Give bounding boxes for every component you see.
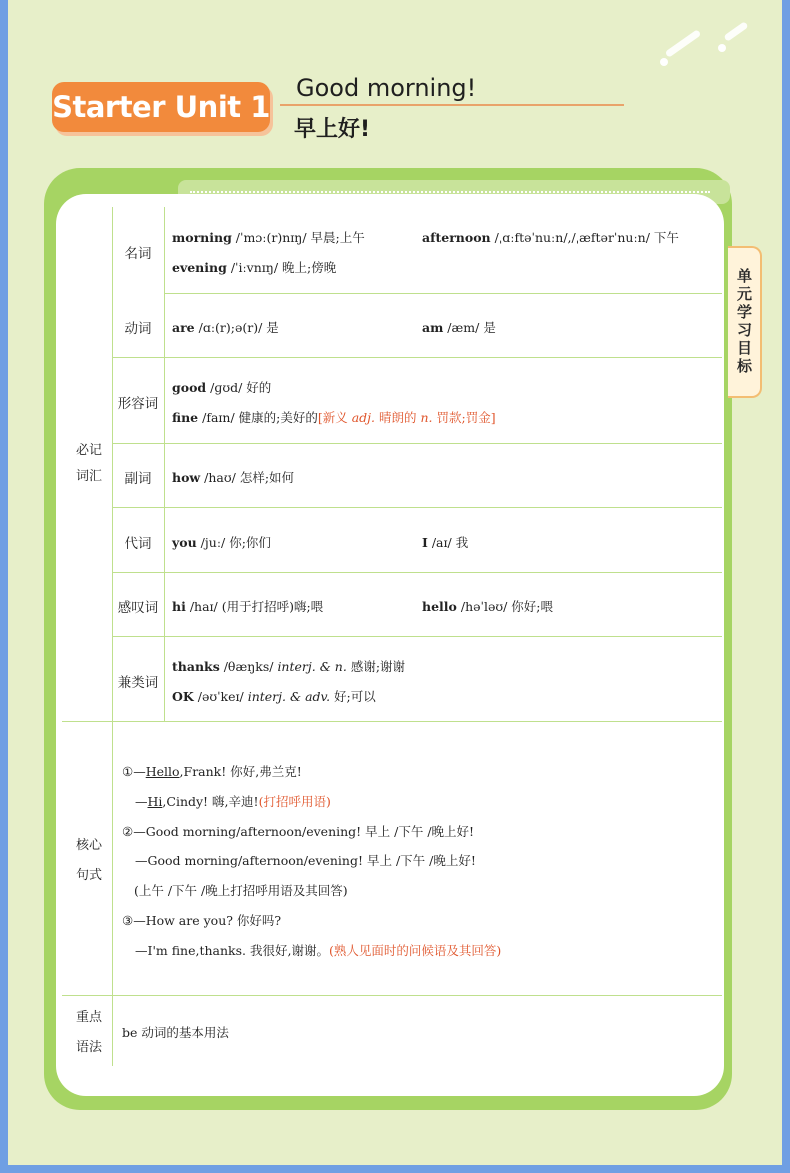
vocab-word: how xyxy=(172,470,201,485)
vocab-meaning: 感谢;谢谢 xyxy=(346,659,406,674)
vocab-word: hi xyxy=(172,599,186,614)
vocab-phonetic: /aɪ/ xyxy=(427,535,456,550)
sentence-note: (熟人见面时的问候语及其回答) xyxy=(328,943,502,958)
vocab-entry xyxy=(422,228,679,246)
vocab-entry xyxy=(422,533,468,551)
pos-label-interjection: 感叹词 xyxy=(117,600,159,616)
new-meaning-note xyxy=(318,410,496,425)
vocab-word: hello xyxy=(422,599,457,614)
vocab-phonetic: /juː/ xyxy=(196,535,230,550)
category-vocab-line2: 词汇 xyxy=(75,469,102,484)
grid-line xyxy=(112,507,722,508)
vocab-word: evening xyxy=(172,260,227,275)
vocab-pos-tag: interj. & adv. xyxy=(247,689,331,704)
pos-label-adverb: 副词 xyxy=(124,471,152,487)
sentence-line: ③—How are you? 你好吗? xyxy=(122,913,282,928)
vocab-phonetic: /ˈiːvnɪŋ/ xyxy=(226,260,283,275)
vocab-phonetic: /ˈmɔː(r)nɪŋ/ xyxy=(231,230,311,245)
grammar-text: be 动词的基本用法 xyxy=(122,1025,229,1040)
note-text: [新义 xyxy=(317,410,352,425)
vocab-word: I xyxy=(422,535,428,550)
vocab-phonetic: /əʊˈkeɪ/ xyxy=(193,689,248,704)
vocab-pos-tag: interj. & n. xyxy=(277,659,347,674)
vocab-meaning: 健康的;美好的 xyxy=(238,410,318,425)
pos-label-pronoun: 代词 xyxy=(124,536,152,552)
vocab-word: am xyxy=(422,320,444,335)
vocab-entry xyxy=(172,657,405,675)
grid-line xyxy=(112,721,113,1066)
vocab-phonetic: /ɑː(r);ə(r)/ xyxy=(194,320,267,335)
grid-line xyxy=(112,636,722,637)
sentence-dash: — xyxy=(135,794,148,809)
vocab-meaning: 早晨;上午 xyxy=(310,230,365,245)
sentence-line: —Good morning/afternoon/evening! 早上 /下午 /晚上好! xyxy=(135,853,476,868)
vocab-entry xyxy=(172,687,376,705)
vocab-meaning: 下午 xyxy=(653,230,679,245)
category-grammar xyxy=(66,1003,112,1063)
grid-line xyxy=(112,207,113,721)
category-sentences xyxy=(66,831,112,891)
vocab-word: thanks xyxy=(172,659,220,674)
sentence-text: ,Cindy! 嗨,辛迪! xyxy=(162,794,259,809)
sentence-keyword: Hello xyxy=(145,764,180,779)
vocab-word: you xyxy=(172,535,197,550)
grid-line xyxy=(164,293,722,294)
vocab-entry xyxy=(172,318,279,336)
sentence-keyword: Hi xyxy=(147,794,163,809)
pos-label-verb: 动词 xyxy=(124,321,152,337)
note-pos: adj. xyxy=(351,410,376,425)
vocab-phonetic: /ɡʊd/ xyxy=(206,380,247,395)
category-sentences-line2: 句式 xyxy=(75,868,102,883)
note-pos: n. xyxy=(420,410,433,425)
sparkle-dot xyxy=(718,44,726,52)
vocab-entry xyxy=(422,597,553,615)
sentence-number: ①— xyxy=(122,764,146,779)
sentence-line xyxy=(135,792,331,810)
grid-line xyxy=(112,357,722,358)
title-underline xyxy=(280,104,624,106)
vocab-phonetic: /həˈləʊ/ xyxy=(456,599,512,614)
title-english: Good morning! xyxy=(296,74,477,102)
vocab-phonetic: /ˌɑːftəˈnuːn/,/ˌæftərˈnuːn/ xyxy=(490,230,654,245)
category-grammar-line2: 语法 xyxy=(75,1040,102,1055)
sentence-note: (上午 /下午 /晚上打招呼用语及其回答) xyxy=(134,883,348,898)
title-chinese: 早上好! xyxy=(294,117,371,142)
vocab-meaning: 你好;喂 xyxy=(511,599,554,614)
note-text: 晴朗的 xyxy=(375,410,421,425)
category-vocab-line1: 必记 xyxy=(75,443,102,458)
vocab-entry xyxy=(172,258,336,276)
vocab-phonetic: /haɪ/ xyxy=(185,599,222,614)
sentence-line xyxy=(122,762,302,780)
sentence-line xyxy=(135,941,501,959)
board-tab-stitch xyxy=(190,191,710,193)
vocab-word: good xyxy=(172,380,207,395)
vocab-entry xyxy=(172,408,496,426)
vocab-meaning: 是 xyxy=(483,320,496,335)
vocab-meaning: 好的 xyxy=(246,380,272,395)
vocab-meaning: 是 xyxy=(266,320,279,335)
vocab-word: OK xyxy=(172,689,194,704)
unit-badge: Starter Unit 1 xyxy=(52,82,270,132)
vocab-meaning: 好;可以 xyxy=(330,689,376,704)
note-text: 罚款;罚金] xyxy=(432,410,496,425)
category-grammar-line1: 重点 xyxy=(75,1010,102,1025)
sparkle-decoration xyxy=(665,29,702,58)
grid-line xyxy=(112,443,722,444)
sentence-text: —I'm fine,thanks. 我很好,谢谢。 xyxy=(135,943,329,958)
vocab-phonetic: /θæŋks/ xyxy=(219,659,278,674)
pos-label-adjective: 形容词 xyxy=(117,396,159,412)
vocab-entry xyxy=(422,318,496,336)
category-vocab xyxy=(66,438,112,490)
vocab-word: afternoon xyxy=(422,230,491,245)
grid-line xyxy=(112,572,722,573)
sentence-note: (打招呼用语) xyxy=(258,794,331,809)
vocab-word: fine xyxy=(172,410,199,425)
pos-label-multi-class: 兼类词 xyxy=(117,675,159,691)
vocab-meaning: 怎样;如何 xyxy=(239,470,295,485)
vocab-entry xyxy=(172,533,271,551)
sentence-line: ②—Good morning/afternoon/evening! 早上 /下午 /晚上好! xyxy=(122,824,475,839)
side-tab-learning-goals: 单元学习目标 xyxy=(728,246,762,398)
grid-line xyxy=(62,721,722,722)
vocab-meaning: 晚上;傍晚 xyxy=(282,260,337,275)
vocab-entry xyxy=(172,597,323,615)
vocab-phonetic: /faɪn/ xyxy=(198,410,239,425)
sparkle-decoration xyxy=(723,21,748,42)
vocab-entry xyxy=(172,228,365,246)
vocab-meaning: (用于打招呼)嗨;喂 xyxy=(221,599,324,614)
vocab-phonetic: /haʊ/ xyxy=(200,470,240,485)
category-sentences-line1: 核心 xyxy=(75,838,102,853)
sentence-text: ,Frank! 你好,弗兰克! xyxy=(179,764,302,779)
sparkle-dot xyxy=(660,58,668,66)
vocab-entry xyxy=(172,468,294,486)
vocab-word: are xyxy=(172,320,195,335)
pos-label-noun: 名词 xyxy=(124,246,152,262)
vocab-meaning: 我 xyxy=(455,535,469,550)
vocab-word: morning xyxy=(172,230,232,245)
vocab-phonetic: /æm/ xyxy=(443,320,484,335)
grid-line xyxy=(164,207,165,721)
grid-line xyxy=(62,995,722,996)
vocab-meaning: 你;你们 xyxy=(229,535,271,550)
vocab-entry xyxy=(172,378,271,396)
